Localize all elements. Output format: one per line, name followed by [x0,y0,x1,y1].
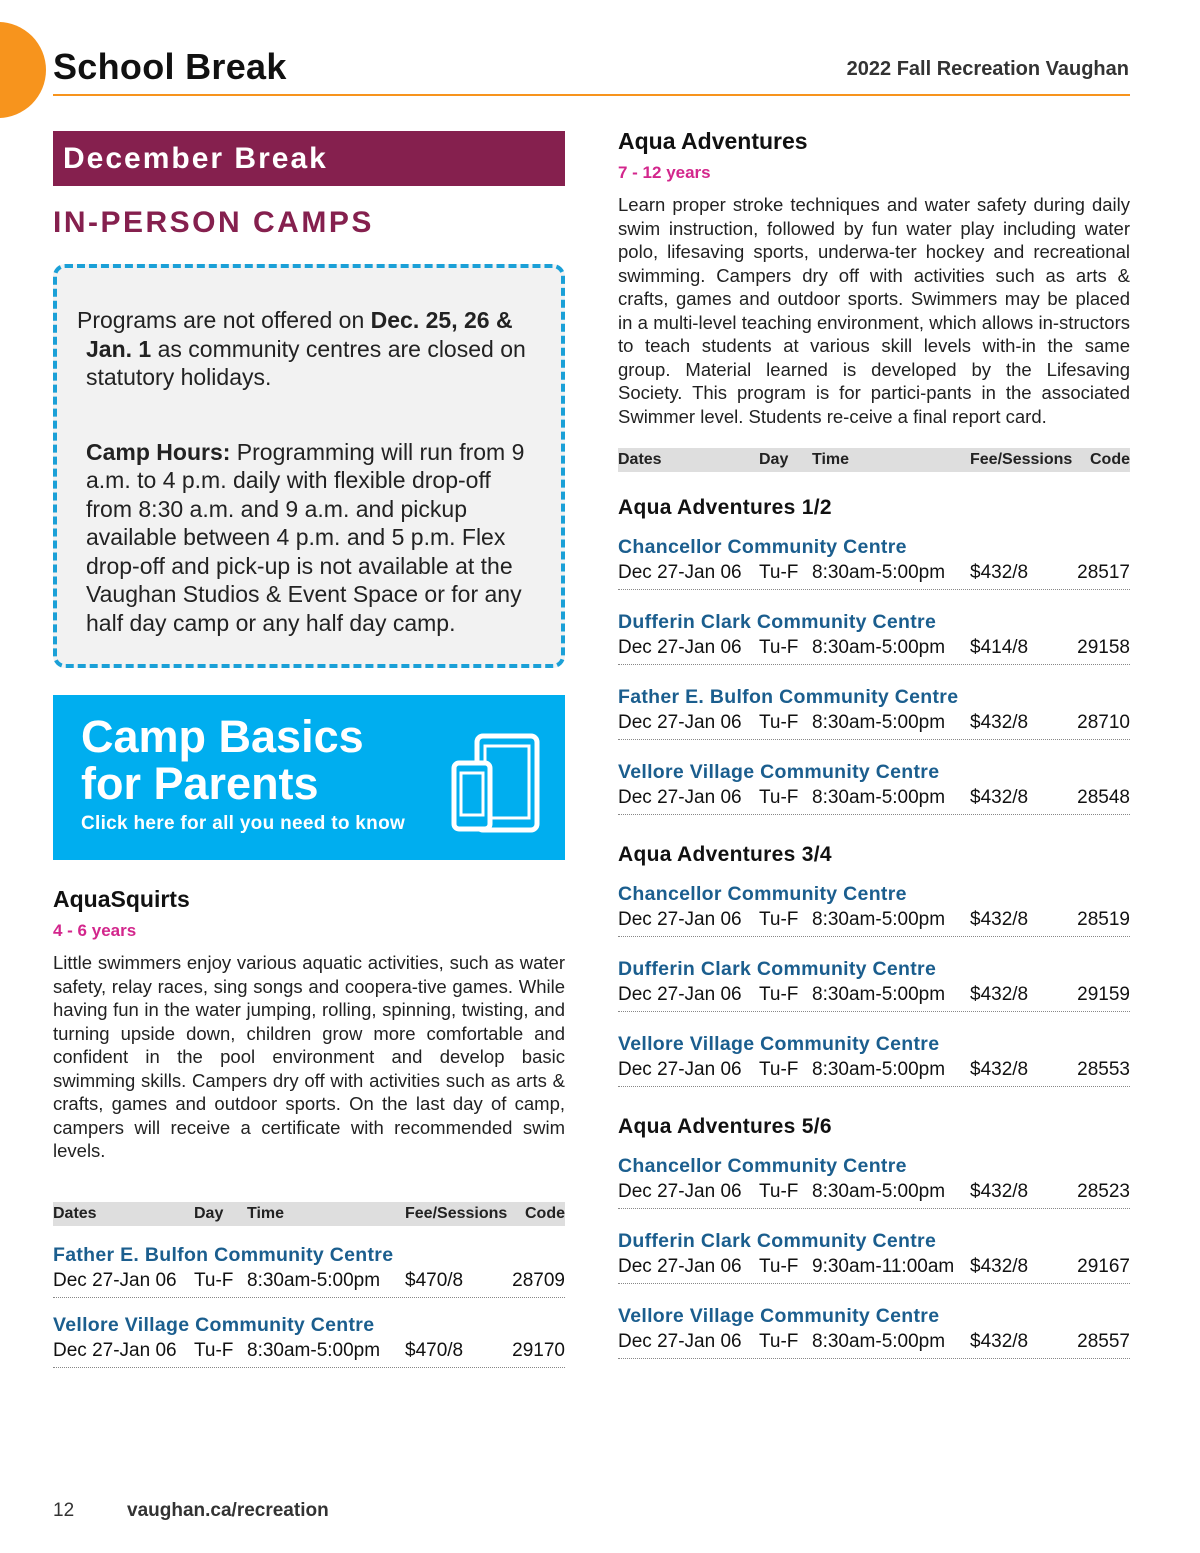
group-title: Aqua Adventures 3/4 [618,843,832,866]
session-block [618,1033,1130,1087]
program-description: Learn proper stroke techniques and water safety during daily swim instruction, followed by fun water play including water polo, lifesaving sports, underwa-ter hockey and recreational swimming. Campers dry off with activities such as arts & crafts, games and outdoor sports. Swimmers may be placed in a multi-level teaching environment, which allows in-structors to teach students at various skill levels with-in the same group. Material learned is developed by the Lifesaving Society. This program is for partici-pants in the associated Swimmer level. Students re-ceive a final report card. [618,194,1130,427]
publication-title: 2022 Fall Recreation Vaughan [846,58,1129,80]
col-time: Time [247,1204,285,1222]
table-row [53,1267,565,1298]
session-fee: $432/8 [970,1059,1029,1080]
website-link[interactable]: vaughan.ca/recreation [127,1500,329,1521]
table-row [618,1253,1130,1284]
session-block [618,686,1130,740]
session-dates: Dec 27-Jan 06 [53,1269,177,1291]
location-name: Dufferin Clark Community Centre [618,611,937,633]
col-fee: Fee/Sessions [405,1204,508,1222]
location-name: Chancellor Community Centre [618,1155,907,1177]
session-code: 28709 [512,1269,565,1291]
session-fee: $432/8 [970,909,1029,930]
holiday-closure-paragraph [77,306,541,392]
session-fee: $432/8 [970,787,1029,808]
header-divider [53,94,1130,96]
session-fee: $432/8 [970,712,1029,733]
table-header [53,1202,565,1226]
session-day: Tu-F [759,984,799,1005]
age-range: 7 - 12 years [618,163,711,182]
session-code: 28553 [1077,1059,1130,1080]
session-block [618,883,1130,937]
session-block [618,958,1130,1012]
group-title: Aqua Adventures 5/6 [618,1115,832,1138]
session-time: 8:30am-5:00pm [247,1269,381,1291]
session-dates: Dec 27-Jan 06 [618,562,742,583]
group-title: Aqua Adventures 1/2 [618,496,832,519]
session-block [53,1314,565,1368]
promo-title-line: for Parents [81,758,319,809]
session-day: Tu-F [194,1339,234,1361]
col-time: Time [812,451,850,468]
col-dates: Dates [618,451,662,468]
session-fee: $470/8 [405,1269,464,1291]
session-code: 28519 [1077,909,1130,930]
session-day: Tu-F [759,787,799,808]
location-name: Chancellor Community Centre [618,536,907,558]
session-day: Tu-F [759,1256,799,1277]
promo-title-line: Camp Basics [81,711,364,762]
table-header [618,448,1130,472]
location-name: Chancellor Community Centre [618,883,907,905]
december-break-banner: December Break [53,131,565,186]
session-time: 8:30am-5:00pm [812,1181,946,1202]
program-description: Little swimmers enjoy various aquatic activities, such as water safety, relay races, sing songs and coopera-tive games. While having fun in the water jumping, rolling, spinning, twisting, and turning upside down, children grow more comfortable and confident in the pool environment and develop basic swimming skills. Campers dry off with activities such as arts & crafts, games and outdoor sports. On the last day of camp, campers will receive a certificate with recommended swim levels. [53,952,565,1161]
session-time: 8:30am-5:00pm [812,909,946,930]
table-row [618,981,1130,1012]
session-day: Tu-F [759,637,799,658]
col-fee: Fee/Sessions [970,451,1073,468]
session-block [618,611,1130,665]
session-dates: Dec 27-Jan 06 [618,1331,742,1352]
session-day: Tu-F [194,1269,234,1291]
session-dates: Dec 27-Jan 06 [618,1181,742,1202]
session-block [53,1244,565,1298]
corner-tab-decoration [0,22,46,118]
session-fee: $470/8 [405,1339,464,1361]
session-time: 8:30am-5:00pm [812,1331,946,1352]
session-code: 28557 [1077,1331,1130,1352]
location-name: Vellore Village Community Centre [618,761,940,783]
session-day: Tu-F [759,562,799,583]
session-block [618,536,1130,590]
camp-basics-promo-link[interactable] [53,695,565,860]
session-time: 8:30am-5:00pm [812,787,946,808]
session-dates: Dec 27-Jan 06 [618,984,742,1005]
session-dates: Dec 27-Jan 06 [618,787,742,808]
session-day: Tu-F [759,909,799,930]
promo-title [81,713,364,807]
location-name: Dufferin Clark Community Centre [618,1230,937,1252]
notice-text: as community centres are closed on statutory holidays. [86,335,526,390]
session-time: 8:30am-5:00pm [812,562,946,583]
session-fee: $432/8 [970,1331,1029,1352]
col-dates: Dates [53,1204,97,1222]
session-block [618,1305,1130,1359]
session-code: 28548 [1077,787,1130,808]
right-column [618,128,1130,1359]
camp-hours-text: Programming will run from 9 a.m. to 4 p.m. daily with flexible drop-off from 8:30 a.m. and 9 a.m. and pickup available between 4 p.m. and 5 p.m. Flex drop-off and pick-up is not available at the Vaughan Studios & Event Space or for any half day camp or any half day camp. [86,438,525,636]
left-column [53,131,565,1368]
session-fee: $432/8 [970,984,1029,1005]
session-code: 28710 [1077,712,1130,733]
session-block [618,1155,1130,1209]
session-time: 8:30am-5:00pm [812,1059,946,1080]
program-title: Aqua Adventures [618,128,808,154]
session-dates: Dec 27-Jan 06 [618,1059,742,1080]
table-row [618,1056,1130,1087]
session-fee: $432/8 [970,1181,1029,1202]
page-number: 12 [53,1500,75,1521]
page-section-title: School Break [53,46,287,87]
session-code: 29159 [1077,984,1130,1005]
table-row [618,634,1130,665]
session-code: 28517 [1077,562,1130,583]
col-code: Code [1090,451,1130,468]
session-code: 29167 [1077,1256,1130,1277]
session-dates: Dec 27-Jan 06 [618,1256,742,1277]
session-time: 8:30am-5:00pm [247,1339,381,1361]
session-time: 9:30am-11:00am [812,1256,955,1277]
table-row [53,1337,565,1368]
session-time: 8:30am-5:00pm [812,984,946,1005]
location-name: Father E. Bulfon Community Centre [618,686,959,708]
age-range: 4 - 6 years [53,921,137,940]
tablet-phone-icon [451,733,541,833]
session-dates: Dec 27-Jan 06 [618,712,742,733]
session-time: 8:30am-5:00pm [812,637,946,658]
location-name: Vellore Village Community Centre [618,1305,940,1327]
session-day: Tu-F [759,1059,799,1080]
session-day: Tu-F [759,712,799,733]
session-fee: $432/8 [970,1256,1029,1277]
aquasquirts-section [53,886,565,1368]
session-code: 28523 [1077,1181,1130,1202]
promo-subtitle: Click here for all you need to know [81,813,406,834]
session-dates: Dec 27-Jan 06 [618,909,742,930]
table-row [618,906,1130,937]
session-code: 29170 [512,1339,565,1361]
table-row [618,709,1130,740]
table-row [618,559,1130,590]
col-day: Day [194,1204,224,1222]
table-row [618,1328,1130,1359]
table-row [618,1178,1130,1209]
session-fee: $432/8 [970,562,1029,583]
table-row [618,784,1130,815]
location-name: Father E. Bulfon Community Centre [53,1243,394,1266]
closure-dates: Dec. 25, 26 & Jan. 1 [86,307,513,362]
session-time: 8:30am-5:00pm [812,712,946,733]
notice-text: Programs are not offered on [77,307,371,333]
camp-hours-label: Camp Hours: [86,438,231,465]
session-dates: Dec 27-Jan 06 [53,1339,177,1361]
session-day: Tu-F [759,1331,799,1352]
session-fee: $414/8 [970,637,1029,658]
camp-hours-paragraph [77,438,541,638]
session-day: Tu-F [759,1181,799,1202]
session-code: 29158 [1077,637,1130,658]
location-name: Vellore Village Community Centre [618,1033,940,1055]
program-title: AquaSquirts [53,886,190,912]
col-code: Code [525,1204,565,1222]
col-day: Day [759,451,789,468]
in-person-camps-heading: IN-PERSON CAMPS [53,206,374,239]
location-name: Vellore Village Community Centre [53,1313,375,1336]
session-block [618,761,1130,815]
location-name: Dufferin Clark Community Centre [618,958,937,980]
holiday-notice-box [53,264,565,668]
session-block [618,1230,1130,1284]
session-dates: Dec 27-Jan 06 [618,637,742,658]
